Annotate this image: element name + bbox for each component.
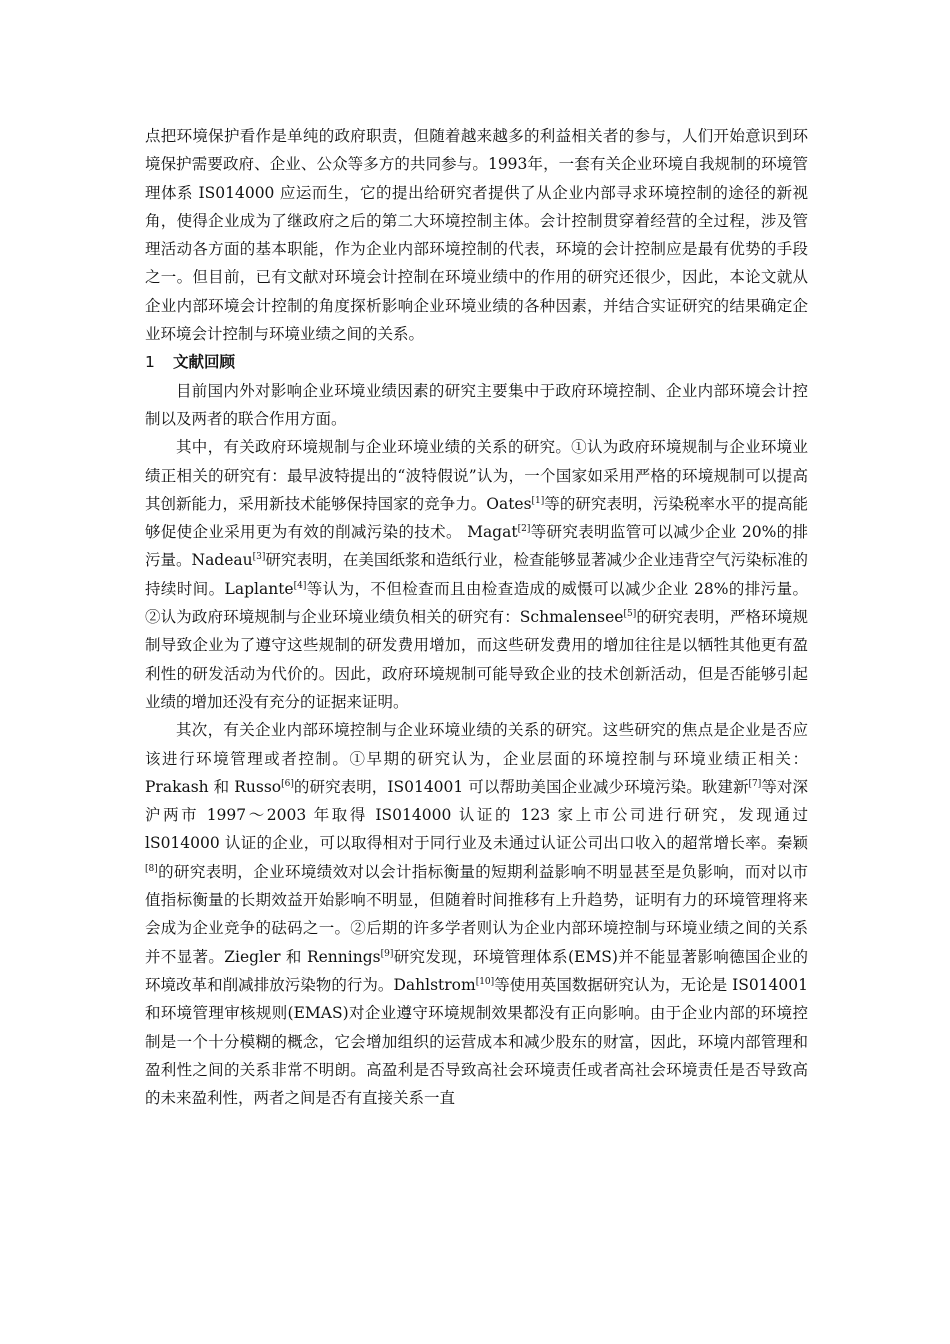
citation-ref: [10] <box>475 976 495 987</box>
text-run: 等的研究表明，污染税率水平的提高能够促使企业采用更为有效的削减污染的技术。 Magat <box>145 494 808 542</box>
paragraph-internal-control <box>145 716 808 1112</box>
text-run: 其中，有关政府环境规制与企业环境业绩的关系的研究。①认为政府环境规制与企业环境业绩正相关的研究有：最早波特提出的“波特假说”认为，一个国家如采用严格的环境规制可以提高其创新能力，采用新技术能够保持国家的竞争力。Oates <box>145 438 808 513</box>
text-run: 等认为，不但检查而且由检查造成的威慑可以减少企业 28%的排污量。②认为政府环境规制与企业环境业绩负相关的研究有：Schmalensee <box>145 579 808 627</box>
section-heading <box>145 348 808 376</box>
text-run: 其次，有关企业内部环境控制与企业环境业绩的关系的研究。这些研究的焦点是企业是否应该进行环境管理或者控制。①早期的研究认为，企业层面的环境控制与环境业绩正相关：Prakash 和 Russo <box>145 721 808 796</box>
document-page <box>145 122 808 1112</box>
paragraph-government-regulation <box>145 433 808 716</box>
text-run: 的研究表明，严格环境规制导致企业为了遵守这些规制的研发费用增加，而这些研发费用的增加往往是以牺牲其他更有盈利性的研发活动为代价的。因此，政府环境规制可能导致企业的技术创新活动，但是否能够引起业绩的增加还没有充分的证据来证明。 <box>145 608 808 711</box>
section-title: 文献回顾 <box>173 353 236 372</box>
citation-ref: [4] <box>293 580 307 591</box>
section-number: 1 <box>145 353 155 372</box>
citation-ref: [6] <box>281 778 294 789</box>
citation-ref: [7] <box>748 778 762 789</box>
text-run: 研究表明，在美国纸浆和造纸行业，检查能够显著减少企业违背空气污染标准的持续时间。Laplante <box>145 551 808 598</box>
citation-ref: [9] <box>380 948 394 959</box>
intro-paragraph: 点把环境保护看作是单纯的政府职责，但随着越来越多的利益相关者的参与，人们开始意识到环境保护需要政府、企业、公众等多方的共同参与。1993年，一套有关企业环境自我规制的环境管理体系 IS014000 应运而生，它的提出给研究者提供了从企业内部寻求环境控制的途径的新视角，使得企业成为了继政府之后的第二大环境控制主体。会计控制贯穿着经营的全过程，涉及管理活动各方面的基本职能，作为企业内部环境控制的代表，环境的会计控制应是最有优势的手段之一。但目前，已有文献对环境会计控制在环境业绩中的作用的研究还很少，因此，本论文就从企业内部环境会计控制的角度探析影响企业环境业绩的各种因素，并结合实证研究的结果确定企业环境会计控制与环境业绩之间的关系。 <box>145 127 808 344</box>
citation-ref: [1] <box>531 495 545 506</box>
text-run: 的研究表明，企业环境绩效对以会计指标衡量的短期利益影响不明显甚至是负影响，而对以市值指标衡量的长期效益开始影响不明显，但随着时间推移有上升趋势，证明有力的环境管理将来会成为企业竞争的砝码之一。②后期的许多学者则认为企业内部环境控制与环境业绩之间的关系并不显著。Ziegler 和 Rennings <box>145 862 808 966</box>
text-run: 等对深沪两市 1997～2003 年取得 IS014000 认证的 123 家上市公司进行研究，发现通过 lS014000 认证的企业，可以取得相对于同行业及未通过认证公司出口收入的超常增长率。秦颖 <box>145 777 808 853</box>
text-run: 等使用英国数据研究认为，无论是 IS014001 和环境管理审核规则(EMAS)对企业遵守环境规制效果都没有正向影响。由于企业内部的环境控制是一个十分模糊的概念，它会增加组织的运营成本和减少股东的财富，因此，环境内部管理和盈利性之间的关系非常不明朗。高盈利是否导致高社会环境责任或者高社会环境责任是否导致高的未来盈利性，两者之间是否有直接关系一直 <box>145 975 808 1108</box>
citation-ref: [5] <box>623 608 637 619</box>
text-run: 的研究表明，IS014001 可以帮助美国企业减少环境污染。耿建新 <box>293 777 749 796</box>
text-run: 研究发现，环境管理体系(EMS)并不能显著影响德国企业的环境改革和削减排放污染物的行为。Dahlstrom <box>145 947 808 994</box>
paragraph-overview: 目前国内外对影响企业环境业绩因素的研究主要集中于政府环境控制、企业内部环境会计控制以及两者的联合作用方面。 <box>145 381 808 428</box>
text-run: 等研究表明监管可以减少企业 20%的排污量。Nadeau <box>145 523 808 570</box>
citation-ref: [3] <box>252 552 266 563</box>
citation-ref: [2] <box>517 524 531 534</box>
citation-ref: [8] <box>145 863 158 874</box>
